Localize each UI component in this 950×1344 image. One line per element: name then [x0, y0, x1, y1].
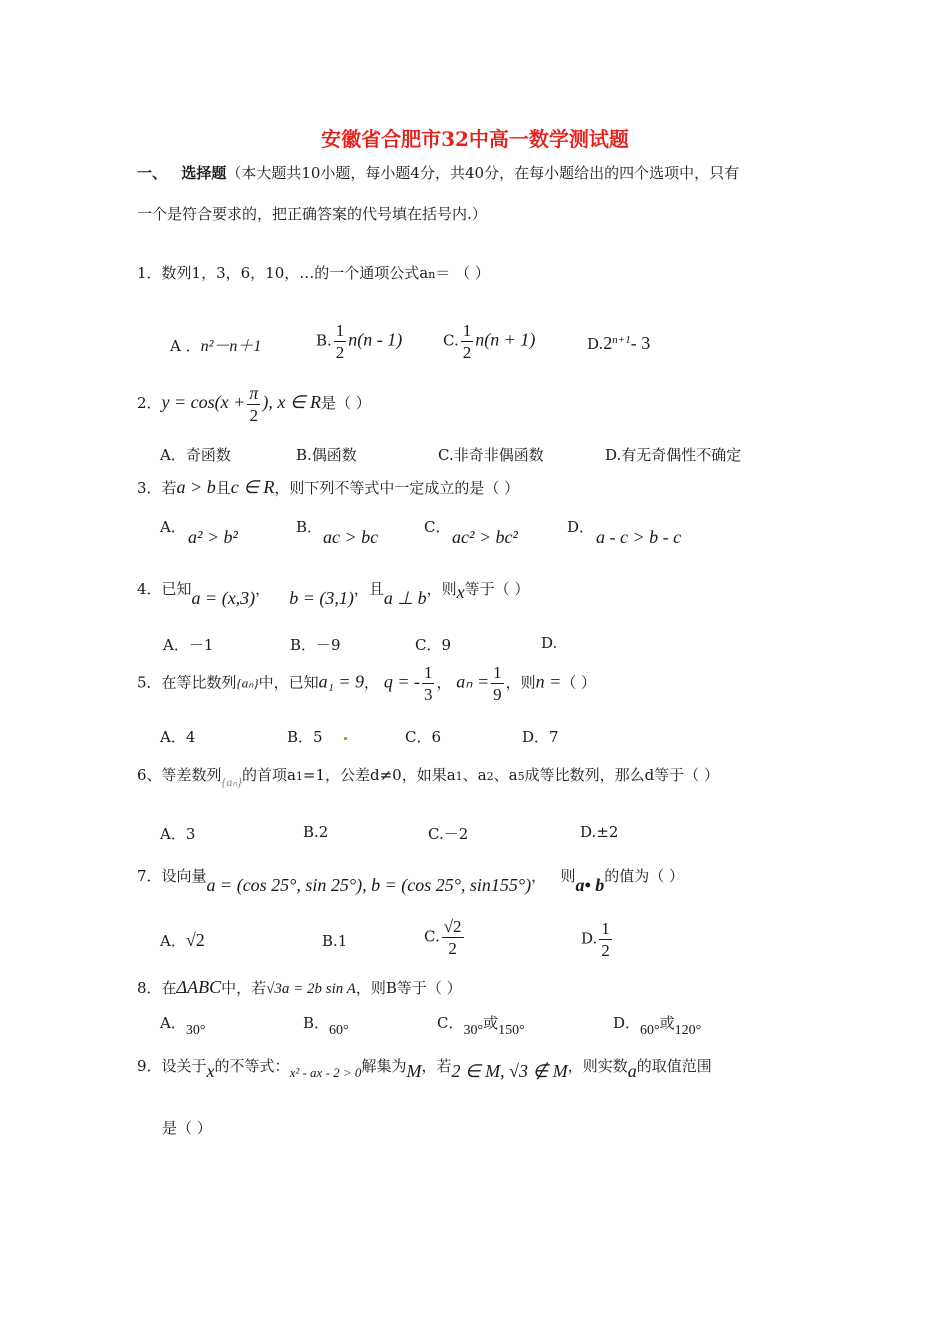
question-3-option-d-label: D．	[567, 518, 595, 536]
section-number: 一、	[137, 164, 168, 182]
section-desc-line2: 一个是符合要求的，把正确答案的代号填在括号内.）	[137, 205, 487, 223]
question-9-line2: 是（ ）	[162, 1119, 212, 1137]
question-1-option-d: $D.2^{n+1}-$ 3	[587, 333, 651, 353]
question-6-option-a: A．3	[160, 825, 196, 843]
question-1-option-c: C. $\frac{1}{2}$ n(n + 1)	[443, 321, 536, 362]
question-1-stem: 1．数列1，3，6，10，…的一个通项公式an＝ （ ）	[137, 264, 490, 282]
question-3-option-c: ac² > bc²	[452, 527, 518, 547]
question-8-stem: 8．在ΔABC中，若√3a = 2b sin A，则B等于（ ）	[137, 977, 462, 997]
question-6-option-d: D.±2	[580, 823, 619, 841]
question-8-option-b: B．60°	[303, 1014, 349, 1038]
question-3-option-b-label: B．	[296, 518, 323, 536]
question-2-option-b: B.偶函数	[296, 446, 357, 464]
question-3-option-c-label: C．	[424, 518, 451, 536]
question-4-option-a: A．－1	[163, 636, 214, 654]
question-2-option-d: D.有无奇偶性不确定	[605, 446, 742, 464]
question-7-option-c: C. $\frac{√2}{2}$	[424, 917, 462, 958]
question-7-option-d: D. $\frac{1}{2}$	[581, 919, 610, 960]
question-4-option-b: B．－9	[290, 636, 341, 654]
question-3-option-a-label: A．	[160, 518, 186, 536]
question-2-stem: 2．y = cos(x + $\frac{\pi}{2}$ ), x ∈ R是（ ）	[137, 383, 371, 425]
question-6-stem: 6、等差数列$_{\{a_n\}}$的首项a1=1，公差d≠0，如果a1、a2、a5成等比数列，那么d等于（ ）	[137, 766, 719, 789]
question-6-option-b: B.2	[303, 823, 329, 841]
question-2-option-a: A．奇函数	[160, 446, 231, 464]
question-3-option-d: a - c > b - c	[596, 527, 682, 547]
question-4-option-c: C．9	[415, 636, 452, 654]
question-4-stem: 4．已知a = (x,3)， b = (3,1)，且a ⊥ b，则x等于（ ）	[137, 580, 530, 608]
question-4-option-d: D.	[541, 634, 558, 652]
question-5-option-c: C．6	[405, 728, 442, 746]
question-8-option-c: C．30°或150°	[437, 1014, 525, 1038]
question-7-option-b: B.1	[322, 932, 348, 950]
question-9-stem: 9．设关于x的不等式：x² - ax - 2 > 0解集为M，若2 ∈ M, √3 ∉ M，则实数a的取值范围	[137, 1057, 712, 1081]
question-2-option-c: C.非奇非偶函数	[438, 446, 544, 464]
question-1-option-a: A ．n²－n＋1	[170, 337, 262, 355]
question-6-option-c: C.－2	[428, 825, 469, 843]
question-5-option-a: A．4	[160, 728, 196, 746]
question-5-option-d: D．7	[522, 728, 559, 746]
question-8-option-a: A．30°	[160, 1014, 206, 1038]
question-3-option-b: ac > bc	[323, 527, 379, 547]
stray-dot	[344, 737, 347, 740]
question-3-stem: 3．若a > b且c ∈ R，则下列不等式中一定成立的是（ ）	[137, 477, 520, 497]
question-7-stem: 7．设向量a = (cos 25°, sin 25°), b = (cos 25°, sin155°)， 则a• b的值为（ ）	[137, 867, 685, 895]
section-desc-line1: （本大题共10小题，每小题4分，共40分，在每小题给出的四个选项中，只有	[226, 164, 740, 182]
question-7-option-a: A．√2	[160, 930, 205, 950]
question-5-stem: 5．在等比数列{aₙ}中，已知a₁ = 9， q = - $\frac{1}{3}$ ， aₙ = $\frac{1}{9}$ ，则n =（ ）	[137, 663, 597, 704]
question-1-option-b: B. $\frac{1}{2}$ n(n - 1)	[316, 321, 403, 362]
question-5-option-b: B．5	[287, 728, 323, 746]
question-8-option-d: D．60°或120°	[613, 1014, 702, 1038]
question-3-option-a: a² > b²	[188, 527, 238, 547]
page-title: 安徽省合肥市32中高一数学测试题	[321, 127, 629, 151]
section-name: 选择题	[181, 164, 227, 182]
section-heading	[137, 162, 739, 183]
